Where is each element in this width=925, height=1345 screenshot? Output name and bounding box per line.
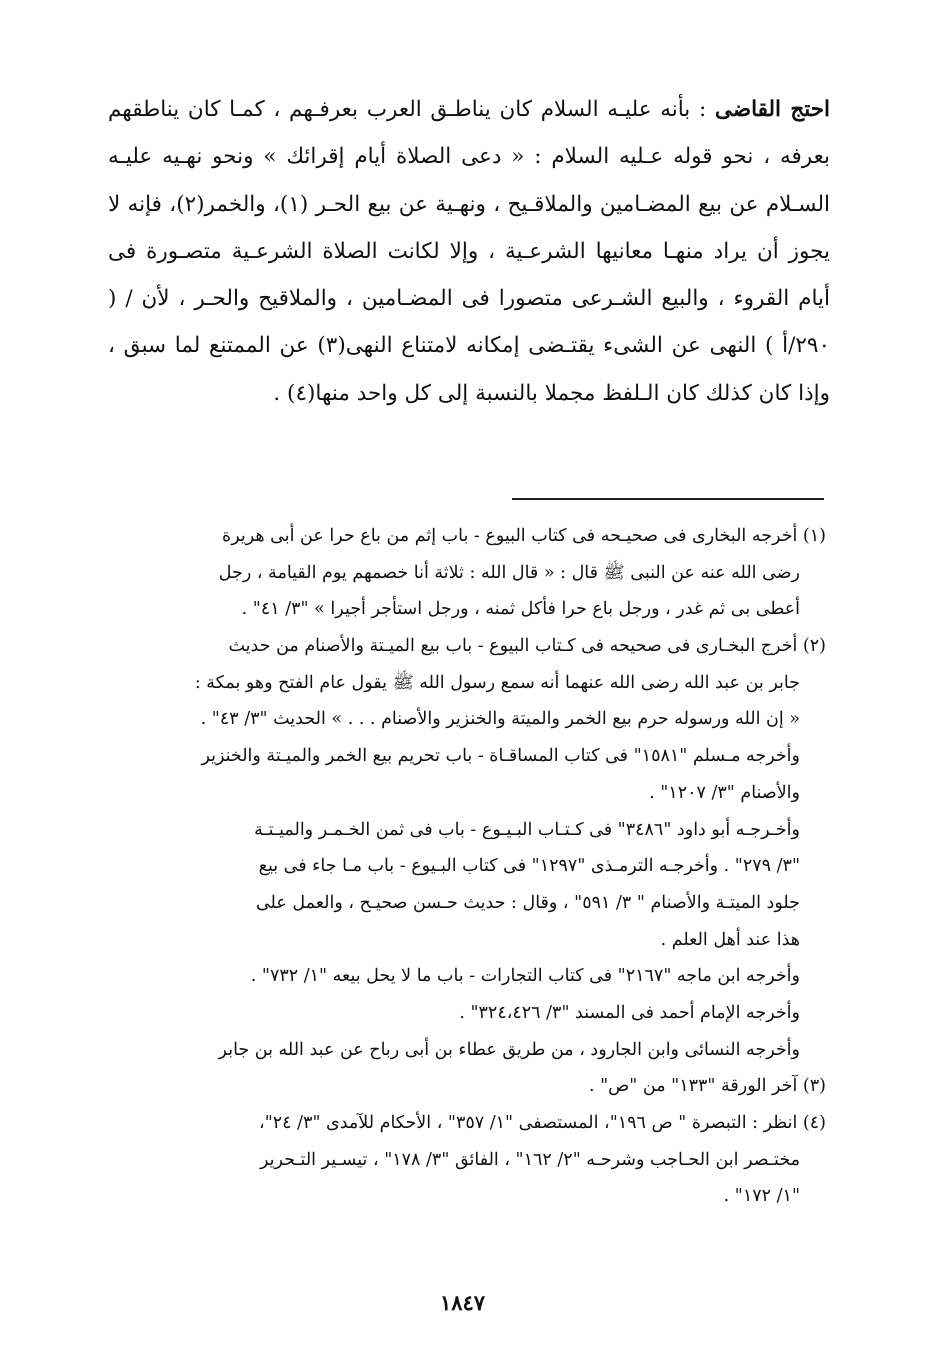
footnote-line: (٢) أخرج البخـارى فى صحيحه فى كـتاب البيوع - باب بيع الميـتة والأصنام من حديث bbox=[228, 636, 826, 657]
footnote-line: "١/ ١٧٢" . bbox=[723, 1186, 800, 1207]
footnote-line: جلود الميتـة والأصنام " ٣/ ٥٩١" ، وقال : حديث حـسن صحيـح ، والعمل على bbox=[255, 892, 800, 913]
footnote-line: جابر بن عبد الله رضى الله عنهما أنه سمع رسول الله ﷺ يقول عام الفتح وهو بمكة : bbox=[194, 672, 800, 693]
paragraph-lead: احتج القاضى bbox=[714, 97, 831, 122]
footnote-line: أعطى بى ثم غدر ، ورجل باع حرا فأكل ثمنه ، ورجل استأجر أجيرا » "٣/ ٤١" . bbox=[241, 599, 800, 620]
footnote-line: وأخرجه النسائى وابن الجارود ، من طريق عطاء بن أبى رباح عن عبد الله بن جابر bbox=[218, 1039, 800, 1060]
footnote-line: رضى الله عنه عن النبى ﷺ قال : « قال الله : ثلاثة أنا خصمهم يوم القيامة ، رجل bbox=[218, 562, 800, 583]
footnote-line: وأخرجه ابن ماجه "٢١٦٧" فى كتاب التجارات - باب ما لا يحل بيعه "١/ ٧٣٢" . bbox=[250, 966, 800, 987]
footnote-line: (٣) آخر الورقة "١٣٣" من "ص" . bbox=[588, 1076, 826, 1097]
footnote-line: "٣/ ٢٧٩" . وأخرجـه الترمـذى "١٢٩٧" فى كتاب البـيوع - باب مـا جاء فى بيع bbox=[258, 856, 800, 877]
footnote-line: (٤) انظر : التبصرة " ص ١٩٦"، المستصفى "١/ ٣٥٧" ، الأحكام للآمدى "٣/ ٢٤"، bbox=[259, 1113, 826, 1133]
footnote-line: هذا عند أهل العلم . bbox=[660, 929, 800, 950]
footnote-line: (١) أخرجه البخارى فى صحيـحه فى كتاب البيوع - باب إثم من باع حرا عن أبى هريرة bbox=[222, 526, 826, 546]
paragraph-body: : بأنه عليـه السلام كان يناطـق العرب بعرفـهم ، كمـا كان يناطقهم بعرفه ، نحو قوله عـليه السلام : « دعى الصلاة أيام إقرائك » ونحو نهـيه عليـه السـلام عن بيع المضـامين والملاقـيح ، ونهـية عن بيع الحـر (١)، والخمر(٢)، فإنه لا يجوز أن يراد منهـا معانيها الشرعـية ، وإلا لكانت الصلاة الشرعـية متصـورة فى أيام القروء ، والبيع الشـرعى متصورا فى المضـامين ، والملاقيح والحـر ، لأن / ( ٢٩٠/أ ) النهى عن الشىء يقتـضى إمكانه لامتناع النهى(٣) عن الممتنع لما سبق ، وإذا كان كذلك كان الـلفظ مجملا بالنسبة إلى كل واحد منها(٤) . bbox=[108, 97, 830, 406]
page-number: ١٨٤٧ bbox=[439, 1290, 486, 1315]
footnote-line: وأخرجه مـسلم "١٥٨١" فى كتاب المساقـاة - باب تحريم بيع الخمر والميـتة والخنزير bbox=[201, 746, 800, 767]
footnote-line: وأخـرجـه أبو داود "٣٤٨٦" فى كـتـاب البـيـوع - باب فى ثمن الخـمـر والميـتـة bbox=[254, 819, 800, 840]
footnote-line: مختـصر ابن الحـاجب وشرحـه "٢/ ١٦٢" ، الفائق "٣/ ١٧٨" ، تيسـير التـحرير bbox=[259, 1149, 800, 1170]
footnote-line: وأخرجه الإمام أحمد فى المسند "٣/ ٣٢٤،٤٢٦" . bbox=[459, 1002, 800, 1023]
footnotes bbox=[106, 518, 826, 1215]
footnote-line: والأصنام "٣/ ١٢٠٧" . bbox=[649, 782, 800, 803]
footnote-divider bbox=[512, 498, 824, 500]
main-paragraph bbox=[108, 86, 830, 417]
footnote-line: « إن الله ورسوله حرم بيع الخمر والميتة والخنزير والأصنام . . . » الحديث "٣/ ٤٣" . bbox=[200, 709, 800, 730]
